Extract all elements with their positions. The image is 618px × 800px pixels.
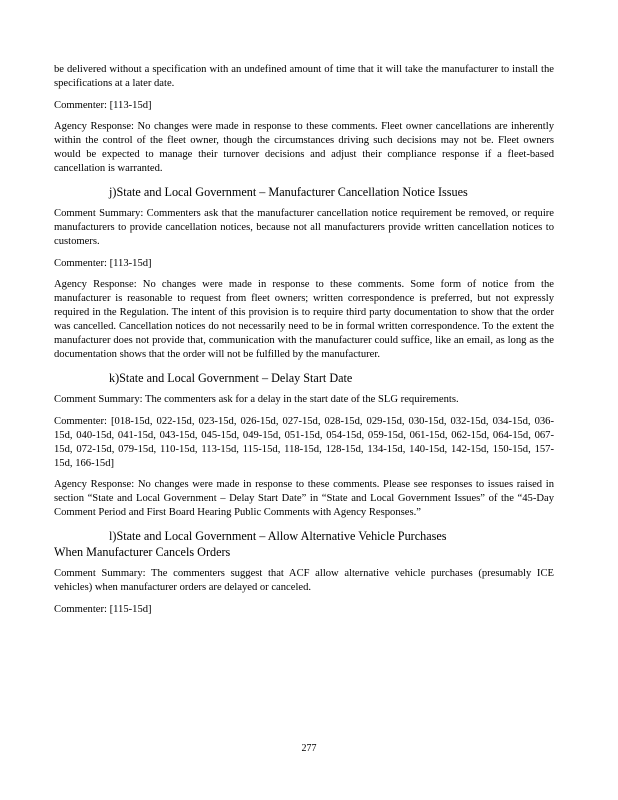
commenter-list: Commenter: [018-15d, 022-15d, 023-15d, 026-15d, 027-15d, 028-15d, 029-15d, 030-15d, 032-15d, 034-15d, 036-15d, 040-15d, 041-15d, 043-15d, 045-15d, 049-15d, 051-15d, 054-15d, 059-15d, 061-15d, 062-15d, 064-15d, 067-15d, 072-15d, 079-15d, 110-15d, 113-15d, 115-15d, 118-15d, 128-15d, 134-15d, 140-15d, 142-15d, 150-15d, 157-15d, 166-15d] xyxy=(54,416,554,469)
agency-response: Agency Response: No changes were made in response to these comments. Fleet owner cancellations are inherently within the control of the fleet owner, though the circumstances driving such decisions may not be. Fleet owners would be expected to manage their turnover decisions and adjust their compliance response if a fleet-based cancellation is warranted. xyxy=(54,121,554,174)
section-heading-k: k)State and Local Government – Delay Start Date xyxy=(109,371,353,385)
comment-summary: Comment Summary: The commenters suggest that ACF allow alternative vehicle purchases (presumably ICE vehicles) when manufacturer orders are delayed or canceled. xyxy=(54,568,554,593)
commenter-line: Commenter: [113-15d] xyxy=(54,100,152,111)
document-body xyxy=(54,63,554,624)
agency-response: Agency Response: No changes were made in response to these comments. Some form of notice from the manufacturer is reasonable to request from fleet owners; written correspondence is preferred, but not expressly required in the Regulation. The intent of this provision is to require third party documentation to show that the order was cancelled. Cancellation notices do not necessarily need to be in formal written correspondence. To the extent the manufacturer does not provide that, communication with the manufacturer could suffice, like an email, as long as the documentation shows that the order will not be fulfilled by the manufacturer. xyxy=(54,279,554,360)
agency-response: Agency Response: No changes were made in response to these comments. Please see responses to issues raised in section “State and Local Government – Delay Start Date” in “State and Local Government Issues” of the “45-Day Comment Period and First Board Hearing Public Comments with Agency Responses.” xyxy=(54,479,554,518)
page-number: 277 xyxy=(301,743,317,754)
comment-summary: Comment Summary: The commenters ask for a delay in the start date of the SLG requirements. xyxy=(54,394,459,405)
commenter-line: Commenter: [113-15d] xyxy=(54,258,152,269)
paragraph-continuation: be delivered without a specification with an undefined amount of time that it will take the manufacturer to install the specifications at a later date. xyxy=(54,64,554,89)
section-heading-j: j)State and Local Government – Manufacturer Cancellation Notice Issues xyxy=(109,185,468,199)
commenter-line: Commenter: [115-15d] xyxy=(54,604,152,615)
section-heading-l-line2: When Manufacturer Cancels Orders xyxy=(54,545,231,559)
comment-summary: Comment Summary: Commenters ask that the manufacturer cancellation notice requirement be removed, or require manufacturers to provide cancellation notices, because not all manufacturers provide written cancellation notices to customers. xyxy=(54,208,554,247)
section-heading-l xyxy=(54,528,554,560)
section-heading-l-line1: l)State and Local Government – Allow Alternative Vehicle Purchases xyxy=(109,529,447,543)
